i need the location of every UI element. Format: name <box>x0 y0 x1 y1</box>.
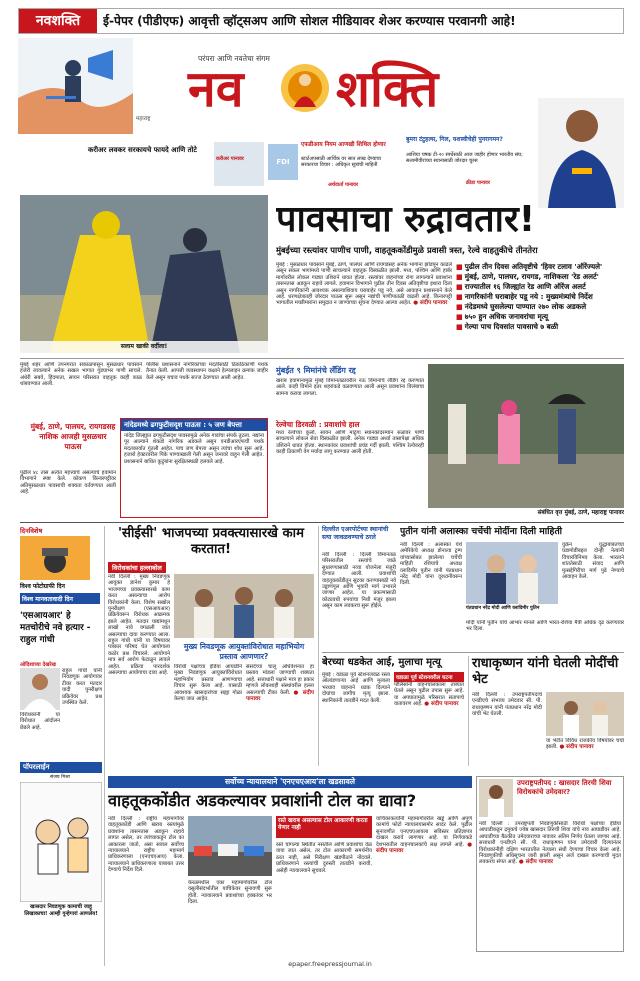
lead-bullet: ■ गेल्या पाच दिवसांत पावसाचे ७ बळी <box>456 322 559 331</box>
masthead-illustration <box>18 38 133 134</box>
footer-url[interactable]: epaper.freepressjournal.in <box>288 960 372 968</box>
radhakrishnan-head: राधाकृष्णन यांनी घेतली मोदींची भेट <box>472 656 619 687</box>
camera-illustration <box>20 536 90 580</box>
cartoon-label: पॉपरलाईन <box>20 762 102 773</box>
toll-photo <box>188 816 272 876</box>
radhakrishnan-body-1: नवी दिल्ली : उपराष्ट्रपतीपदाचे एनडीएचे संभाव्य उमेदवार सी. पी. राधाकृष्णन यांनी पंतप्रधान नरेंद्र मोदी यांची भेट घेतली. <box>472 692 542 718</box>
cci-body-2: विरोधी पक्षांच्या इंडिया आघाडीने मुख्य निवडणूक आयुक्तांविरोधात महाभियोग प्रस्ताव आणण्याचा विचार सुरू केला आहे. यासाठी आवश्यक खासदारांच्या सह्या गोळा केल्या जात आहेत. <box>174 664 242 703</box>
lead-bullet: ■ मुंबई, ठाणे, पालघर, रायगड, नाशिकला 'रेड अलर्ट' <box>456 272 599 281</box>
toll-sub-text: रस्ते खराब असल्यास टोल आकारणी करता येणार नाही <box>278 818 368 832</box>
toll-banner <box>108 776 472 788</box>
teaser-fdi[interactable] <box>268 142 398 192</box>
lead-bullet: ■ राज्यातील १६ जिल्ह्यांत रेड आणि ऑरेंज अलर्ट <box>456 282 586 291</box>
rahul-quote-head: 'एसआयआर' हे मतचोरीचे नवे हत्यार - राहुल गांधी <box>20 611 91 645</box>
top-strip-headline: ई-पेपर (पीडीएफ) आवृत्ती व्हॉट्सअप आणि सोशल मीडियावर शेअर करण्यास परवानगी आहे! <box>103 14 516 28</box>
cci-photo <box>174 574 314 638</box>
teaser-cricket-label: क्रीडा पानावर <box>466 180 490 186</box>
putin-body-3: मोदी यांनी पुतीन यांचे आभार मानले आणि भारत-रशिया मैत्री अधिक दृढ करण्यावर भर दिला. <box>466 620 624 633</box>
vp-head: मुख्य निवडणूक आयुक्तांविरोधात महाभियोग प्रस्ताव आणणार? <box>183 642 305 661</box>
cartoon-author: संजय मिश्रा <box>50 775 70 780</box>
toll-byline[interactable]: ● संदीप पानावर <box>376 841 472 855</box>
cci-byline[interactable]: ● संदीप पानावर <box>246 689 314 703</box>
buffalo-tag: वडाळा पूर्व स्टेशनवरील घटना <box>394 672 464 682</box>
lead-body: मुंबई : मुसळधार पावसाने मुंबई, ठाणे, पालघर आणि रायगडसह अनेक भागांना झोडपून काढले असून सकल भागांमध्ये पाणी साचल्याने वाहतूक विस्कळीत झाली. मध्य, पश्चिम आणि हार्बर मार्गावरील लोकल गाड्या उशिराने धावत होत्या. रस्त्यांवर वाहनांच्या रांगा लागल्याने प्रवाशांना तासनतास अडकून राहावे लागले. हवामान विभागाने पुढील तीन दिवस अतिवृष्टीचा इशारा दिला असून नागरिकांनी आवश्यक असल्याशिवाय घराबाहेर पडू नये, असे आवाहन प्रशासनाने केले आहे. धरणक्षेत्रातही जोरदार पाऊस सुरू असून नद्यांची पाणीपातळी वाढली आहे. किनारपट्टी भागातील मच्छीमारांना समुद्रात न जाण्याच्या सूचना देण्यात आल्या आहेत. ● संदीप पानावर <box>276 262 452 307</box>
radhakrishnan-photo <box>546 692 624 736</box>
mumbai-rain-body: पुढील ४८ तास अत्यंत महत्त्वाचे असल्याचे हवामान विभागाने स्पष्ट केले. कोकण किनारपट्टीवर अतिमुसळधार पावसाची शक्यता वर्तवण्यात आली आहे. <box>20 470 116 496</box>
lead-bullet: ■ नंदेडमध्ये घुसलेल्या पाण्यात २७० लोक अडकले <box>456 302 587 311</box>
mumbai9-head: मुंबईत ९ मिमांनंचे लँडिंग रद्द <box>276 366 356 375</box>
mumbai9-body: खराब हवामानामुळे मुंबई विमानतळावरील नऊ विमानांचे लँडिंग रद्द करण्यात आले. काही विमाने इतर शहरांकडे वळवण्यात आली असून प्रवाशांना विलंबाचा सामना करावा लागला. <box>276 378 424 397</box>
delhi-body: नवी दिल्ली : दिल्ली विमानतळ परिसरातील रस्त्यांचे जाळे सुधारण्यासाठी नव्या योजनेला मंजुरी देण्यात आली. प्रवाशांची वाहतूककोंडीतून सुटका करण्यासाठी नवे उड्डाणपूल आणि भुयारी मार्ग उभारले जाणार आहेत. या प्रकल्पासाठी कोट्यवधी रुपयांचा निधी मंजूर झाला असून काम लवकरच सुरू होईल. <box>322 552 396 610</box>
sub-left-text-2: पोलीस प्रशासनाने नागरिकांच्या मदतीसाठी ठिकठिकाणी पथके तैनात केली. आपत्ती व्यवस्थापन कक्षाने हेल्पलाइन क्रमांक जाहीर केले असून बचाव पथके सज्ज ठेवण्यात आली आहेत. <box>146 362 268 381</box>
putin-photo-caption: पंतप्रधान नरेंद्र मोदी आणि व्लादिमीर पुतिन <box>466 606 540 611</box>
rain-photo <box>428 364 624 518</box>
cci-title: 'सीईसी' भाजपच्या प्रवक्त्यासारखे काम करतात! <box>118 526 304 557</box>
cci-body-3: संसदेच्या चालू अधिवेशनात हा प्रस्ताव मांडला जाण्याची शक्यता आहे. सत्ताधारी पक्षाने मात्र हा प्रकार म्हणजे लोकशाही संस्थांवरील हल्ला असल्याची टीका केली. ● संदीप पानावर <box>246 664 314 703</box>
putin-head: पुतीन यांनी अलास्का चर्चेची मोदींना दिली माहिती <box>400 526 563 537</box>
toll-body-3: रस्ते चांगल्या स्थितीत नसतील आणि प्रवाशांचा वेळ वाया जात असेल, तर टोल आकारणी समर्थनीय ठरत नाही, असे निरीक्षण खंडपीठाने नोंदवले. प्राधिकरणाने रस्त्यांची दुरुस्ती तातडीने करावी, असेही न्यायालयाने सुचवले. <box>276 842 372 874</box>
teaser-career[interactable] <box>88 142 268 192</box>
nanded-box <box>120 418 268 518</box>
col-divider <box>318 526 319 766</box>
putin-body-2: युक्रेन युद्धाबाबतच्या घडामोडींबद्दल दोन्ही नेत्यांनी विचारविनिमय केला. भारताने शांततेसाठी संवाद आणि मुत्सद्देगिरीचा मार्ग पुढे नेण्याचे आवाहन केले. <box>562 542 624 581</box>
rail-body: मध्य रेल्वेच्या कुर्ला, सायन आणि माटुंगा स्थानकांदरम्यान रुळांवर पाणी साचल्याने लोकल सेवा विस्कळीत झाली. अनेक गाड्या अर्ध्या तासापेक्षा अधिक उशिराने धावत होत्या. स्थानकांवर प्रवाशांची प्रचंड गर्दी झाली. पश्चिम रेल्वेवरही काही ठिकाणी वेग मर्यादा लागू करण्यात आली होती. <box>276 430 424 456</box>
rahul-quote-sub: ओदिशाच्या देखरेख <box>20 662 56 668</box>
toll-body-1: नवी दिल्ली : राष्ट्रीय महामार्गांवर वाहतूककोंडी आणि खराब रस्त्यांमुळे प्रवाशांना तासनतास अडकून राहावे लागत असेल, तर त्यांच्याकडून टोल का आकारला जातो, असा सवाल सर्वोच्च न्यायालयाने राष्ट्रीय महामार्ग प्राधिकरणाला (एनएचएआय) केला. न्यायालयाने प्राधिकरणाला याबाबत उत्तर देण्याचे निर्देश दिले. <box>108 816 184 874</box>
toll-body-2: केरळमधील एका महामार्गावरील टोल वसुलीसंदर्भातील याचिकेवर सुनावणी सुरू होती. न्यायालयाने प्रवाशांच्या हक्कांवर भर दिला. <box>188 880 272 906</box>
radhakrishnan-body-2: या भेटीत विविध राजकीय विषयांवर चर्चा झाली. ● संदीप पानावर <box>546 738 624 751</box>
putin-photo <box>466 542 558 604</box>
teaser-career-label: करीअर पानावर <box>216 156 244 162</box>
masthead-title-right: शक्ति <box>336 60 439 118</box>
top-strip <box>18 8 624 34</box>
toll-body-4: याचिकाकर्त्यांनी महामार्गावरील खड्डे आणि अपूर्ण कामांचे फोटो न्यायालयासमोर सादर केले. पुढील सुनावणीत एनएचएआयला सविस्तर प्रतिज्ञापत्र दाखल करावे लागणार आहे. या निर्णयाकडे देशभरातील वाहनचालकांचे लक्ष लागले आहे. ● संदीप पानावर <box>376 816 472 855</box>
rahul-body-2: विरोधकांनी या विरोधात आंदोलन छेडले आहे. <box>20 712 60 731</box>
toll-head: वाहतूककोंडीत अडकल्यावर प्रवाशांनी टोल का द्यावा? <box>108 791 417 810</box>
lead-photo-caption: सलाम खाकी वर्दीला! <box>20 341 268 353</box>
teaser-career-photo <box>214 142 264 186</box>
dinvishesh-label: दिनविशेष <box>20 527 43 535</box>
teaser-fdi-title: एफडीआय नियम आणखी शिथिल होणार <box>301 142 386 148</box>
buffalo-body-1: मुंबई : वडाळा पूर्व स्टेशनजवळ रस्ता ओलांडणाऱ्या आई आणि मुलाला भरधाव वाहनाने धडक दिल्याने दोघांचा जागीच मृत्यू झाला. स्थानिकांनी तातडीने मदत केली. <box>322 672 390 704</box>
top-strip-brand: नवशक्ति <box>19 9 97 33</box>
nanded-body: नांदेड जिल्ह्यात ढगफुटीसदृश पावसामुळे अनेक गावांचा संपर्क तुटला. नद्यांना पूर आल्याने शेकडो नागरिक अडकले असून एनडीआरएफची पथके मदतकार्यात गुंतली आहेत. पाच जण बेपत्ता असून त्यांचा शोध सुरू आहे. हजारो हेक्टरवरील पिके पाण्याखाली गेली असून जनावरे वाहून गेली आहेत. प्रशासनाने बाधित कुटुंबांना सुरक्षितस्थळी हलवले आहे. <box>124 433 264 465</box>
teaser-cricket-title: बुमरा टंटुहल्स, गिल, यशस्वीचेही पुनरागमन? <box>406 136 503 143</box>
cricketer-photo <box>538 98 624 208</box>
radhakrishnan-byline[interactable]: ● संदीप पानावर <box>559 744 594 751</box>
toll-sub <box>276 816 372 838</box>
vp-photo <box>479 779 513 817</box>
mumbai-rain-head: मुंबई, ठाणे, पालघर, रायगडसह नाशिक आजही मुसळधार पाऊस <box>30 422 116 451</box>
divider <box>20 522 624 523</box>
lead-subhead: मुंबईच्या रस्त्यांवर पाणीच पाणी, वाहतूककोंडीमुळे प्रवासी त्रस्त, रेल्वे वाहतुकीचे तीनतेरा <box>276 245 538 255</box>
goddess-logo <box>280 62 330 114</box>
teaser-cricket-body: आशिया चषक टी-२० स्पर्धेसाठी आज जाहीर होणार भारतीय संघ; सलामीवीरांच्या स्थानासाठी जोरदार चुरस <box>406 152 523 165</box>
teaser-fdi-label: अर्थवार्ता पानावर <box>328 182 359 188</box>
vp-box-byline[interactable]: ● संदीप पानावर <box>518 859 554 866</box>
teaser-row <box>88 136 528 192</box>
vp-box-head: उपराष्ट्रपतीपद : खासदार तिरची शिवा विरोधकांचे उमेदवार? <box>517 779 612 796</box>
divider <box>20 358 624 359</box>
cci-body-1: नवी दिल्ली : मुख्य निवडणूक आयुक्त ज्ञानेश कुमार हे भाजपच्या प्रवक्त्यासारखे काम करत असल्याचा आरोप विरोधकांनी केला. विशेष सखोल पुनरीक्षण (एसआयआर) प्रक्रियेवरून विरोधक आक्रमक झाले आहेत. मतदार याद्यांमधून लाखो नावे वगळली जात असल्याचा दावा करण्यात आला. राहुल गांधी यांनी या विषयावर पत्रकार परिषद घेत आयोगाला कठोर प्रश्न विचारले. आयोगाने मात्र सर्व आरोप फेटाळून लावले आहेत. प्रक्रिया पारदर्शक असल्याचा आयोगाचा दावा आहे. <box>108 574 170 677</box>
putin-body-1: नवी दिल्ली : अलास्का येथे अमेरिकेचे अध्यक्ष डोनाल्ड ट्रम्प यांच्यासोबत झालेल्या चर्चेची माहिती रशियाचे अध्यक्ष व्लादिमीर पुतीन यांनी पंतप्रधान नरेंद्र मोदी यांना दूरध्वनीवरून दिली. <box>400 542 462 587</box>
rahul-body: राहुल गांधी यांनी निवडणूक आयोगावर टीका करत मतदार यादी पुनरीक्षण प्रक्रियेवर प्रश्न उपस्थित केले. <box>62 668 102 707</box>
day2: विश्व मानवतावादी दिन <box>20 593 100 604</box>
teaser-career-title: करीअर लवकर सरकायचे फायदे आणि तोटे <box>88 146 197 154</box>
toll-banner-text: सर्वोच्च न्यायालयाने 'एनएचएआय'ला खडसावले <box>225 777 355 786</box>
rain-photo-caption: संबंधित वृत्त मुंबई, ठाणे, महाराष्ट्र पानावर <box>537 510 624 516</box>
masthead-edition: महाराष्ट्र <box>136 116 151 122</box>
masthead-tagline: परंपरा आणि नवतेचा संगम <box>198 54 270 63</box>
delhi-head: दिल्लीत एअरपोर्टच्या स्थानांची स्त्या जावळवण्याचे ठरले <box>322 526 389 541</box>
lead-bullets <box>456 262 624 358</box>
lead-bullet: ■ नागरिकांनी घराबाहेर पडू नये : मुख्यमंत्र्यांचे निर्देश <box>456 292 593 301</box>
nanded-head: नांदेडमध्ये ढगफुटीसदृश पाऊस : ५ जण बेपत्ता <box>121 419 267 431</box>
col-divider <box>104 526 105 966</box>
divider <box>322 652 624 653</box>
rail-head: रेल्वेचा डिरवळी : प्रवाशांचे हाल <box>276 420 360 429</box>
col-divider <box>468 656 469 766</box>
lead-byline[interactable]: ● संदीप पानावर <box>413 300 448 307</box>
buffalo-body-2: पोलिसांनी वाहनचालकाला ताब्यात घेतले असून पुढील तपास सुरू आहे. या अपघातामुळे परिसरात संतापाचे वातावरण आहे. ● संदीप पानावर <box>394 682 464 708</box>
sub-left-text: मुंबई शहर आणि उपनगरात सकाळपासून मुसळधार पावसाने हजेरी लावल्याने अनेक सखल भागात गुडघाभर पाणी साचले. अंधेरी सबवे, हिंदमाता, सायन परिसरात वाहतूक काही काळ थांबवण्यात आली. <box>20 362 142 388</box>
cartoon <box>20 782 102 902</box>
cci-tag: विरोधकांचा हल्लाबोल <box>108 562 166 573</box>
lead-headline: पावसाचा रुद्रावतार! <box>276 199 536 240</box>
teaser-cricket[interactable] <box>406 136 530 192</box>
cartoon-caption: खासदार निवडणूक कामाची जाहू लिखाकाचा! आम्ही गुन्हेगारां आणलेय! <box>24 904 98 917</box>
lead-bullet: ■ ७५० हुन अधिक जनावरांचा मृत्यू <box>456 312 549 321</box>
buffalo-byline[interactable]: ● संदीप पानावर <box>424 701 459 708</box>
teaser-fdi-body: स्टार्टअपसाठी आर्थिक वर सात लाख देण्याचा सरकारचा विचार : अधिकृत सूत्रांची माहिती <box>301 156 382 169</box>
vp-box-body: नवी दिल्ली : उपराष्ट्रपती निवडणुकीसाठी विरोधी पक्षांच्या इंडिया आघाडीकडून द्रमुकचे ज्येष्ठ खासदार तिरुची शिवा यांचे नाव आघाडीवर आहे. आघाडीच्या बैठकीत उमेदवाराच्या नावावर अंतिम निर्णय घेतला जाणार आहे. सत्ताधारी एनडीएने सी. पी. राधाकृष्णन यांना उमेदवारी दिल्यानंतर विरोधकांनीही दक्षिण भारतातील नेत्याला संधी देण्याचा विचार केला आहे. निवडणुकीची अधिसूचना जारी झाली असून अर्ज दाखल करण्याची मुदत लवकरच संपत आहे. ● संदीप पानावर <box>479 821 621 866</box>
masthead-title-left: नव <box>188 60 244 118</box>
lead-photo <box>20 195 268 353</box>
rahul-photo <box>20 668 60 710</box>
day1: विश्व फोटोग्राफी दिन <box>20 583 65 590</box>
vp-box <box>476 776 624 952</box>
buffalo-head: बेरच्या धडकेत आई, मुलाचा मृत्यू <box>322 657 441 668</box>
lead-bullet: ■ पुढील तीन दिवस अतिवृष्टीचे 'हिवर टलाव 'ऑरेंज्यले' <box>456 262 603 271</box>
fdi-icon: FDI <box>268 144 298 180</box>
